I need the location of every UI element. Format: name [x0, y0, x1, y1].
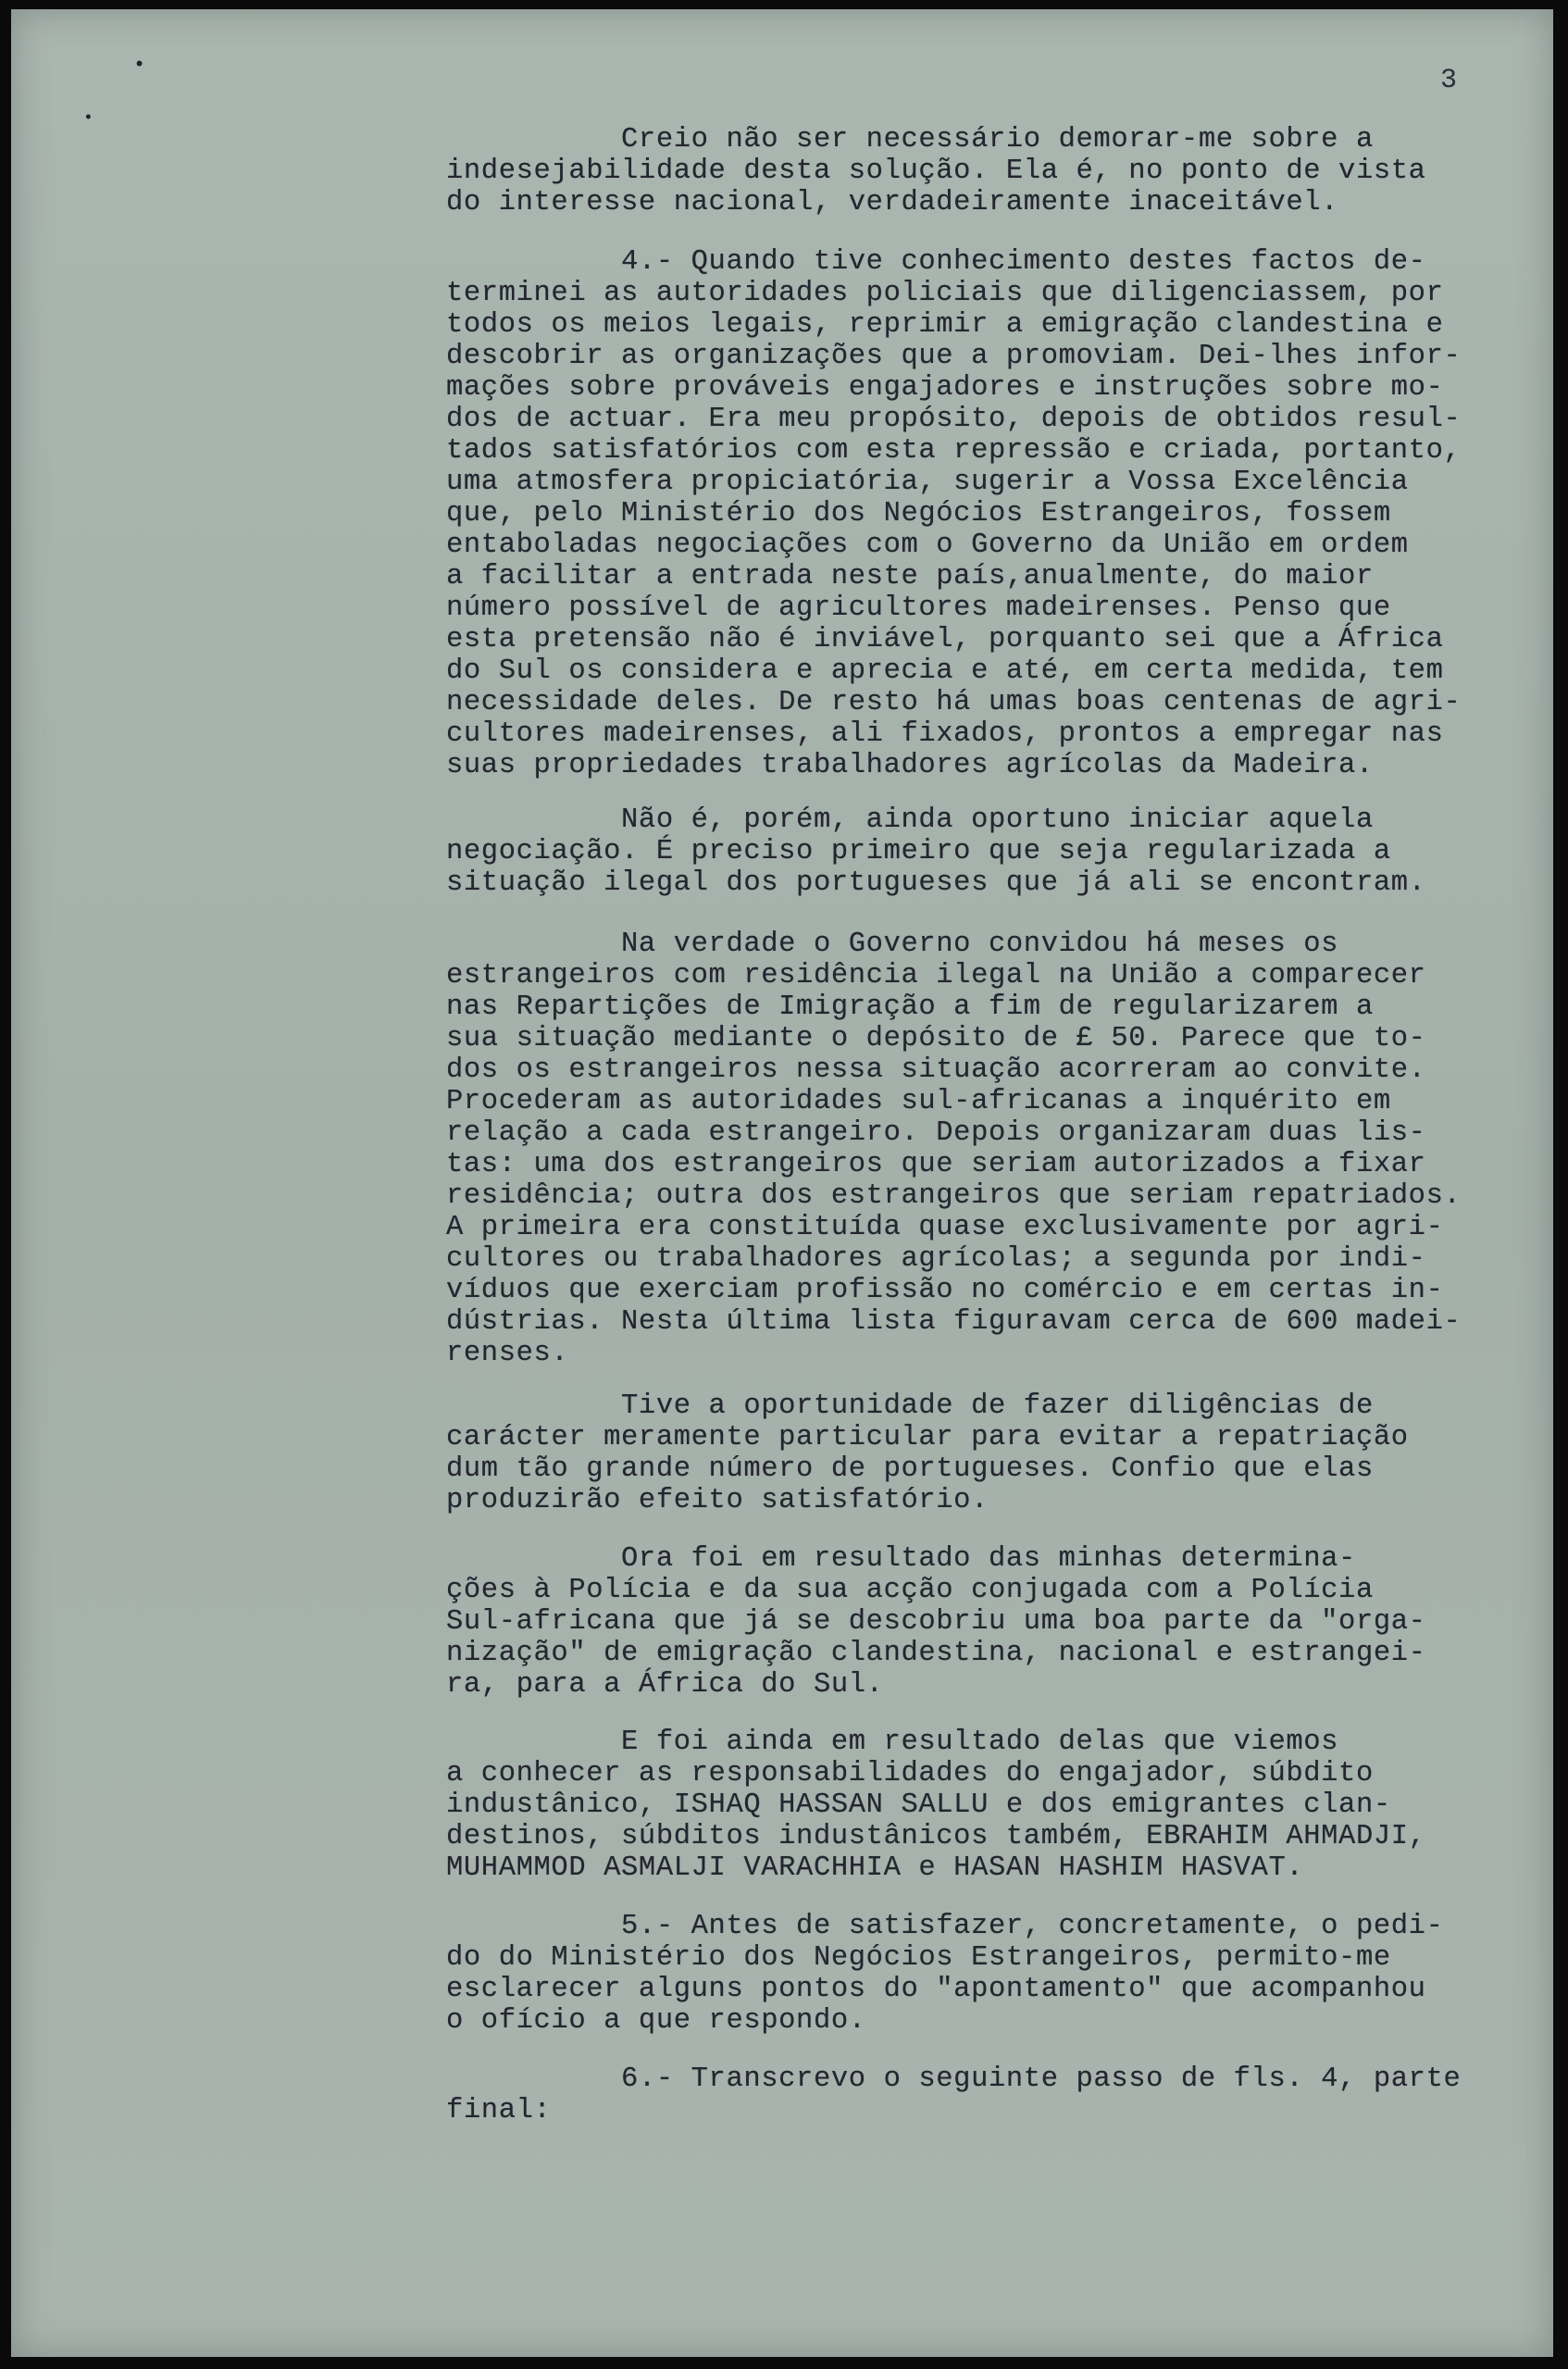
- text-line: todos os meios legais, reprimir a emigração clandestina e: [446, 309, 1444, 341]
- text-line: Creio não ser necessário demorar-me sobre a: [446, 124, 1374, 156]
- paragraph: [446, 124, 1520, 218]
- text-line: carácter meramente particular para evitar a repatriação: [446, 1422, 1409, 1453]
- text-line: o ofício a que respondo.: [446, 2005, 866, 2037]
- text-line: produzirão efeito satisfatório.: [446, 1485, 989, 1516]
- page-number: 3: [1440, 65, 1460, 96]
- text-line: esclarecer alguns pontos do "apontamento" que acompanhou: [446, 1974, 1426, 2005]
- text-line: 6.- Transcrevo o seguinte passo de fls. 4, parte: [446, 2064, 1462, 2095]
- text-line: dústrias. Nesta última lista figuravam cerca de 600 madei-: [446, 1306, 1462, 1338]
- text-line: suas propriedades trabalhadores agrícolas da Madeira.: [446, 750, 1374, 781]
- text-line: descobrir as organizações que a promoviam. Dei-lhes infor-: [446, 341, 1462, 372]
- text-line: sua situação mediante o depósito de £ 50. Parece que to-: [446, 1023, 1426, 1054]
- text-line: indesejabilidade desta solução. Ela é, no ponto de vista: [446, 156, 1426, 187]
- text-line: 4.- Quando tive conhecimento destes factos de-: [446, 246, 1426, 278]
- text-line: víduos que exerciam profissão no comércio e em certas in-: [446, 1275, 1444, 1306]
- text-line: entaboladas negociações com o Governo da União em ordem: [446, 530, 1409, 561]
- text-line: 5.- Antes de satisfazer, concretamente, o pedi-: [446, 1911, 1444, 1942]
- text-line: dos de actuar. Era meu propósito, depois de obtidos resul-: [446, 404, 1462, 435]
- text-line: Ora foi em resultado das minhas determina-: [446, 1543, 1356, 1575]
- document-page: [11, 9, 1553, 2357]
- text-line: número possível de agricultores madeirenses. Penso que: [446, 592, 1391, 624]
- punch-mark: •: [133, 54, 146, 77]
- paragraph: [446, 1727, 1520, 1884]
- text-line: estrangeiros com residência ilegal na União a comparecer: [446, 960, 1426, 991]
- text-line: cultores ou trabalhadores agrícolas; a segunda por indi-: [446, 1243, 1426, 1275]
- text-line: final:: [446, 2095, 552, 2126]
- text-line: Na verdade o Governo convidou há meses os: [446, 929, 1339, 960]
- text-line: tados satisfatórios com esta repressão e criada, portanto,: [446, 435, 1462, 467]
- text-line: Tive a oportunidade de fazer diligências de: [446, 1390, 1374, 1422]
- paragraph: [446, 1390, 1520, 1516]
- text-line: industânico, ISHAQ HASSAN SALLU e dos emigrantes clan-: [446, 1789, 1391, 1821]
- text-line: a facilitar a entrada neste país,anualmente, do maior: [446, 561, 1374, 592]
- text-line: relação a cada estrangeiro. Depois organizaram duas lis-: [446, 1117, 1426, 1149]
- text-line: do Sul os considera e aprecia e até, em certa medida, tem: [446, 655, 1444, 687]
- paragraph: [446, 246, 1520, 781]
- text-line: destinos, súbditos industânicos também, EBRAHIM AHMADJI,: [446, 1821, 1426, 1852]
- text-line: nização" de emigração clandestina, nacional e estrangei-: [446, 1638, 1426, 1669]
- text-line: tas: uma dos estrangeiros que seriam autorizados a fixar: [446, 1149, 1426, 1180]
- paragraph: [446, 2064, 1520, 2126]
- text-line: que, pelo Ministério dos Negócios Estrangeiros, fossem: [446, 498, 1391, 530]
- paragraph: [446, 929, 1520, 1369]
- text-line: negociação. É preciso primeiro que seja regularizada a: [446, 836, 1391, 867]
- text-line: ções à Polícia e da sua acção conjugada com a Polícia: [446, 1575, 1374, 1606]
- text-line: Procederam as autoridades sul-africanas a inquérito em: [446, 1086, 1391, 1117]
- paragraph: [446, 1543, 1520, 1701]
- paragraph: [446, 1911, 1520, 2037]
- text-line: renses.: [446, 1338, 569, 1369]
- text-line: do do Ministério dos Negócios Estrangeiros, permito-me: [446, 1942, 1391, 1974]
- paragraph: [446, 804, 1520, 899]
- text-line: Não é, porém, ainda oportuno iniciar aquela: [446, 804, 1374, 836]
- text-line: dos os estrangeiros nessa situação acorreram ao convite.: [446, 1054, 1426, 1086]
- text-line: cultores madeirenses, ali fixados, prontos a empregar nas: [446, 718, 1444, 750]
- text-line: terminei as autoridades policiais que diligenciassem, por: [446, 278, 1444, 309]
- text-line: a conhecer as responsabilidades do engajador, súbdito: [446, 1758, 1374, 1789]
- text-line: residência; outra dos estrangeiros que seriam repatriados.: [446, 1180, 1462, 1212]
- text-line: mações sobre prováveis engajadores e instruções sobre mo-: [446, 372, 1444, 404]
- text-line: situação ilegal dos portugueses que já ali se encontram.: [446, 867, 1426, 899]
- text-line: A primeira era constituída quase exclusivamente por agri-: [446, 1212, 1444, 1243]
- text-line: esta pretensão não é inviável, porquanto sei que a África: [446, 624, 1444, 655]
- text-line: uma atmosfera propiciatória, sugerir a Vossa Excelência: [446, 467, 1409, 498]
- text-line: nas Repartições de Imigração a fim de regularizarem a: [446, 991, 1374, 1023]
- text-line: E foi ainda em resultado delas que viemos: [446, 1727, 1339, 1758]
- text-line: necessidade deles. De resto há umas boas centenas de agri-: [446, 687, 1462, 718]
- text-line: Sul-africana que já se descobriu uma boa parte da "orga-: [446, 1606, 1426, 1638]
- text-line: do interesse nacional, verdadeiramente inaceitável.: [446, 187, 1339, 218]
- text-line: MUHAMMOD ASMALJI VARACHHIA e HASAN HASHIM HASVAT.: [446, 1852, 1304, 1884]
- punch-mark: •: [83, 109, 93, 128]
- text-line: ra, para a África do Sul.: [446, 1669, 884, 1701]
- text-line: dum tão grande número de portugueses. Confio que elas: [446, 1453, 1374, 1485]
